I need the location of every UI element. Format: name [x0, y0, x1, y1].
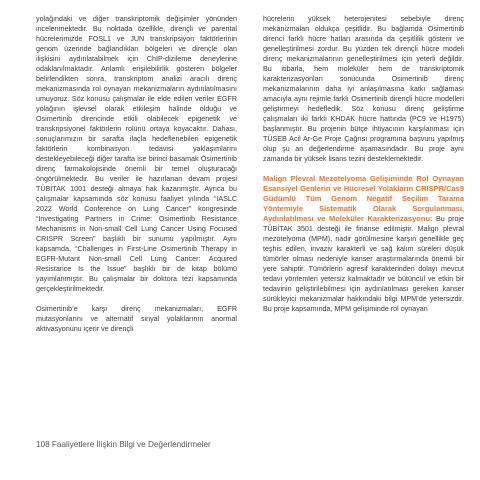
left-paragraph-2: Osimertinib’e karşı direnç mekanizmaları; EGFR mutasyonlarını ve alternatif sinyal yolaklarının anormal aktivasyonunu içerir ve dirençli — [36, 305, 237, 333]
section-heading: Malign Plevral Mezotelyoma Gelişiminde Rol Oynayan Esansiyel Genlerin ve Hücresel Yolakların CRISPR/Cas9 Güdümlü Tüm Genom Negatif Seçilim Tarama Yöntemiyle Sistematik Olarak Sorgulanması, Aydınlatılması ve Moleküler Karakterizasyonu: — [263, 174, 464, 223]
right-text-column — [263, 14, 464, 314]
left-text-column — [36, 14, 237, 334]
right-paragraph-1: hücrelerin yüksek heterojenitesi sebebiyle direnç mekanizmaları oldukça çeşitlidir. Bu bağlamda Osimertinib direnci farklı hücre hatları arasında da çeşitlilik gösterir ve genelleştirilmesi zordur. Bu yüzden tek dirençli hücre modeli direnç mekanizmalarının genelleştirilmesi için yeterli değildir. Bu itibarla, hem moleküler hem de transkriptomik karakterizasyonları sonucunda Osimertinib direnç mekanizmalarının daha iyi anlaşılmasına katkı sağlaması amacıyla aynı rejimle farklı Osimertinib dirençli hücre modelleri geliştirmeyi hedefledik. Söz konusu direnç geliştirme çalışmaları iki farklı KHDAK hücre hattında (PC9 ve H1975) başlanmıştır. Bu projenin bütçe ihtiyacının karşılanması için TÜSEB Acil Ar-Ge Proje Çağrısı programına başvuru yapılmış olup şu an değerlendirme aşamasındadır. Bu proje aynı zamanda bir yüksek lisans tezini desteklemektedir. — [263, 15, 464, 163]
left-paragraph-1: yolağındaki ve diğer transkriptomik değişimler yönünden incelenmektedir. Bu noktada özellikle, dirençli ve parental hücrelerimizde FOSL1 ve JUN transkripsiyon faktörlerinin genom üzerinde bağlandıkları bölgeleri ve dirençle olan ilişkisini aydınlatabilmek için ChIP-dizileme deneylerine odaklanılmaktadır. Anlamlı erişilebilirlik gösteren bölgeler belirlendikten sonra, transkriptom analizi aracılı direnç mekanizmasında rol oynayan mekanizmaların aydınlatılmasını umuyoruz. Söz konusu çalışmalar ile elde edilen veriler EGFR yolağının işlevsel olarak etkileşim halinde olduğu ve Osimertinib direncinde etkili olabilecek epigenetik ve transkripsiyonel faktörlerin rolünü ortaya koyacaktır. Dahası, sonuçlarımızın bir sarafta ilaçla hedeflenebileri epigenetik faktörlerin kombinasyon tedavisi yaklaşımlarını destekleyebileceği diğer tarafta ise birinci basamak Osimertinib direnç farmakolojisinde önemli bir temel oluşturacağı öngörülmektedir. Bu veriler ile hazırlanan devam projesi TÜBİTAK 1001 desteği almaya hak kazanmıştır. Ayrıca bu çalışmalar kapsamında söz konusu faaliyet yılında “IASLC 2022 World Conference on Lung Cancer” kongresinde “Investigating Partners in Crime: Osimertinib Resistance Mechanisms in Non-small Cell Lung Cancer Using Focused CRISPR Screen” başlıklı bir sunumu yapılmıştır. Aynı kapsamda, “Challenges in First-Line Osimertinib Therapy in EGFR-Mutant Non-small Cell Lung Cancer: Acquired Resistance Is the Issue” başlıklı bir de kitap bölümü yayımlanmıştır. Bu çalışmalar bir doktora tezi kapsamında gerçekleştirilmektedir. — [36, 15, 237, 293]
right-paragraph-2 — [263, 174, 464, 314]
page-footer: 108 Faaliyetlere İlişkin Bilgi ve Değerlendirmeler — [36, 440, 211, 449]
right-paragraph-2-body: Bu proje TÜBİTAK 3501 desteği ile finanse edilmiştir. Malign plevral mezotelyoma (MPM), nadir görülmesine karşın genellikle geç teşhis edilen, invaziv karakterli ve sağ kalım süreleri düşük tümörler olması nedeniyle kanser araştırmalarında önemli bir yere sahiptir. Tümörlerin agresif karakterinden dolayı mevcut tedavi yöntemleri yetersiz kalmaktadır ve bütüncül ve etkin bir tedavinin geliştirilebilmesi için aydınlatılması gereken kanser sürükleyici mekanizmalar hakkındaki bilgi MPM’de yetersizdir. Bu proje kapsamında, MPM gelişiminde rol oynayan — [263, 215, 464, 313]
